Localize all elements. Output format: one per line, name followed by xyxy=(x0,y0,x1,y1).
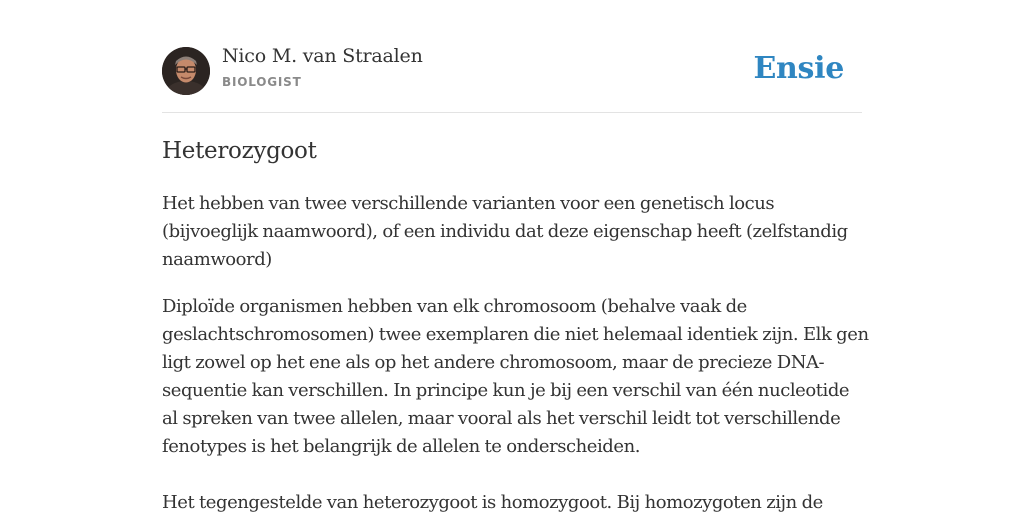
text-line: sequentie kan verschillen. In principe kun je bij een verschil van één nucleotide xyxy=(162,380,850,401)
text-line: (bijvoeglijk naamwoord), of een individu dat deze eigenschap heeft (zelfstandig xyxy=(162,221,848,242)
body-paragraph xyxy=(162,489,823,512)
text-line: naamwoord) xyxy=(162,249,272,270)
author-header xyxy=(162,0,862,113)
text-line: fenotypes is het belangrijk de allelen te onderscheiden. xyxy=(162,436,640,457)
text-line: geslachtschromosomen) twee exemplaren die niet helemaal identiek zijn. Elk gen xyxy=(162,324,869,345)
ensie-logo[interactable]: Ensie xyxy=(753,51,844,86)
text-line: al spreken van twee allelen, maar vooral als het verschil leidt tot verschillende xyxy=(162,408,841,429)
author-avatar[interactable] xyxy=(162,47,210,95)
definition-text xyxy=(162,190,848,274)
author-portrait-image xyxy=(162,47,210,95)
author-role: BIOLOGIST xyxy=(222,75,302,89)
article-card xyxy=(162,0,869,512)
text-line: Diploïde organismen hebben van elk chromosoom (behalve vaak de xyxy=(162,296,747,317)
article-title: Heterozygoot xyxy=(162,138,317,164)
body-paragraph xyxy=(162,293,869,461)
text-line: Het hebben van twee verschillende varianten voor een genetisch locus xyxy=(162,193,775,214)
text-line: ligt zowel op het ene als op het andere chromosoom, maar de precieze DNA- xyxy=(162,352,825,373)
author-name[interactable]: Nico M. van Straalen xyxy=(222,45,423,67)
text-line: Het tegengestelde van heterozygoot is homozygoot. Bij homozygoten zijn de xyxy=(162,492,823,512)
